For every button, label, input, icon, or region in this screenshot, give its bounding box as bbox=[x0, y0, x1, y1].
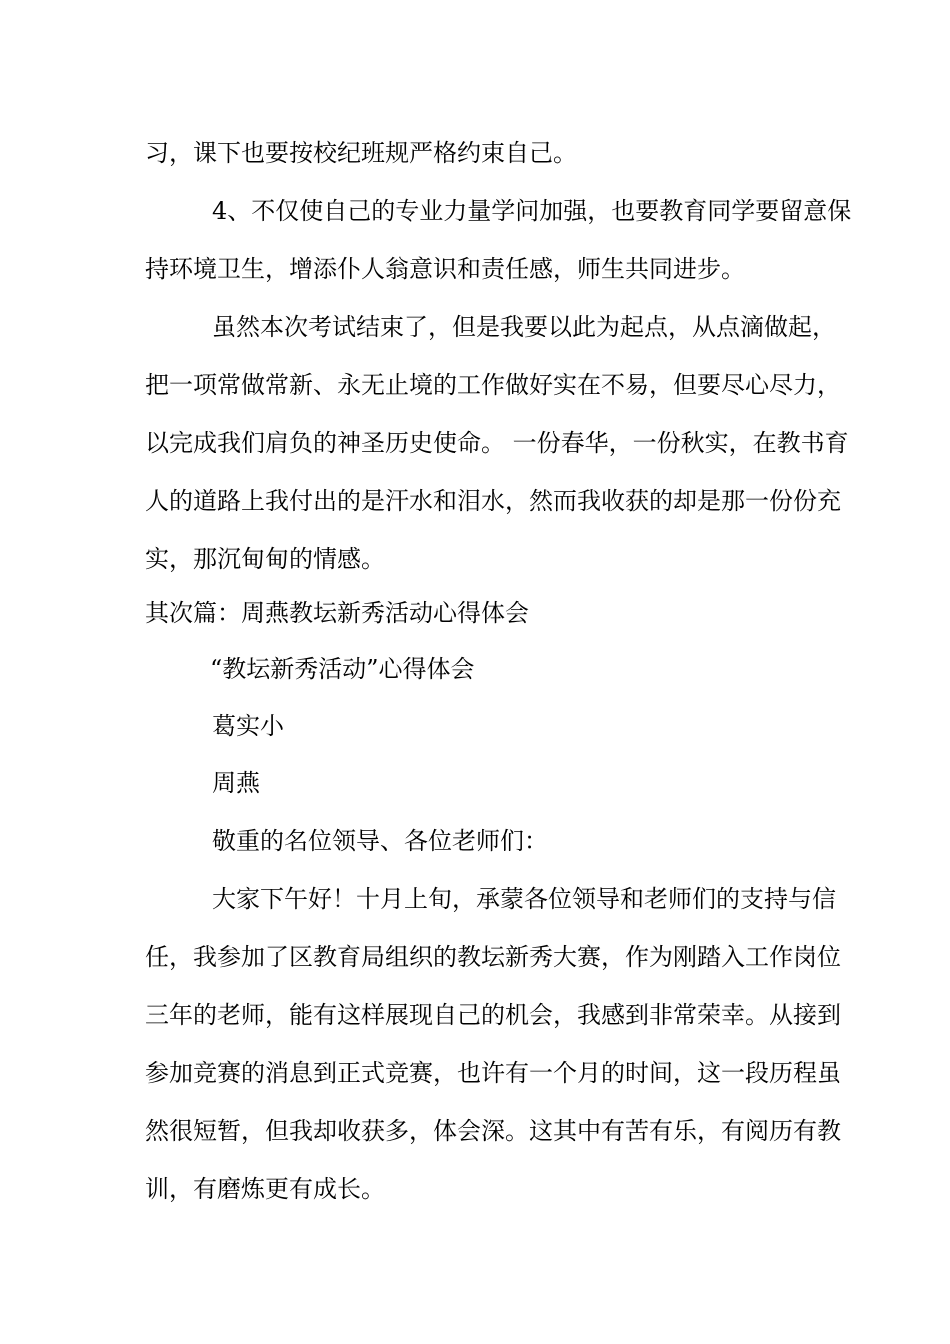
text-line: 人的道路上我付出的是汗水和泪水，然而我收获的却是那一份份充 bbox=[145, 487, 841, 515]
section-heading: 其次篇：周燕教坛新秀活动心得体会 bbox=[145, 599, 529, 627]
text-line: 4、不仅使自己的专业力量学问加强，也要教育同学要留意保 bbox=[212, 197, 852, 225]
text-line: 以完成我们肩负的神圣历史使命。 一份春华，一份秋实，在教书育 bbox=[145, 429, 849, 457]
text-line: 大家下午好！十月上旬，承蒙各位领导和老师们的支持与信 bbox=[212, 885, 836, 913]
text-line: 虽然本次考试结束了，但是我要以此为起点，从点滴做起， bbox=[212, 313, 836, 341]
text-line: 持环境卫生，增添仆人翁意识和责任感，师生共同进步。 bbox=[145, 255, 745, 283]
text-line: 把一项常做常新、永无止境的工作做好实在不易，但要尽心尽力， bbox=[145, 371, 841, 399]
author-name: 周燕 bbox=[212, 769, 260, 797]
salutation: 敬重的名位领导、各位老师们： bbox=[212, 827, 548, 855]
text-line: 然很短暂，但我却收获多，体会深。这其中有苦有乐，有阅历有教 bbox=[145, 1117, 841, 1145]
text-line: 训，有磨炼更有成长。 bbox=[145, 1175, 385, 1203]
text-line: 习，课下也要按校纪班规严格约束自己。 bbox=[145, 139, 577, 167]
school-name: 葛实小 bbox=[212, 712, 284, 740]
article-title: “教坛新秀活动”心得体会 bbox=[210, 655, 475, 683]
text-line: 任，我参加了区教育局组织的教坛新秀大赛，作为刚踏入工作岗位 bbox=[145, 943, 841, 971]
text-line: 三年的老师，能有这样展现自己的机会，我感到非常荣幸。从接到 bbox=[145, 1001, 841, 1029]
text-line: 参加竞赛的消息到正式竞赛，也许有一个月的时间，这一段历程虽 bbox=[145, 1059, 841, 1087]
text-line: 实，那沉甸甸的情感。 bbox=[145, 545, 385, 573]
